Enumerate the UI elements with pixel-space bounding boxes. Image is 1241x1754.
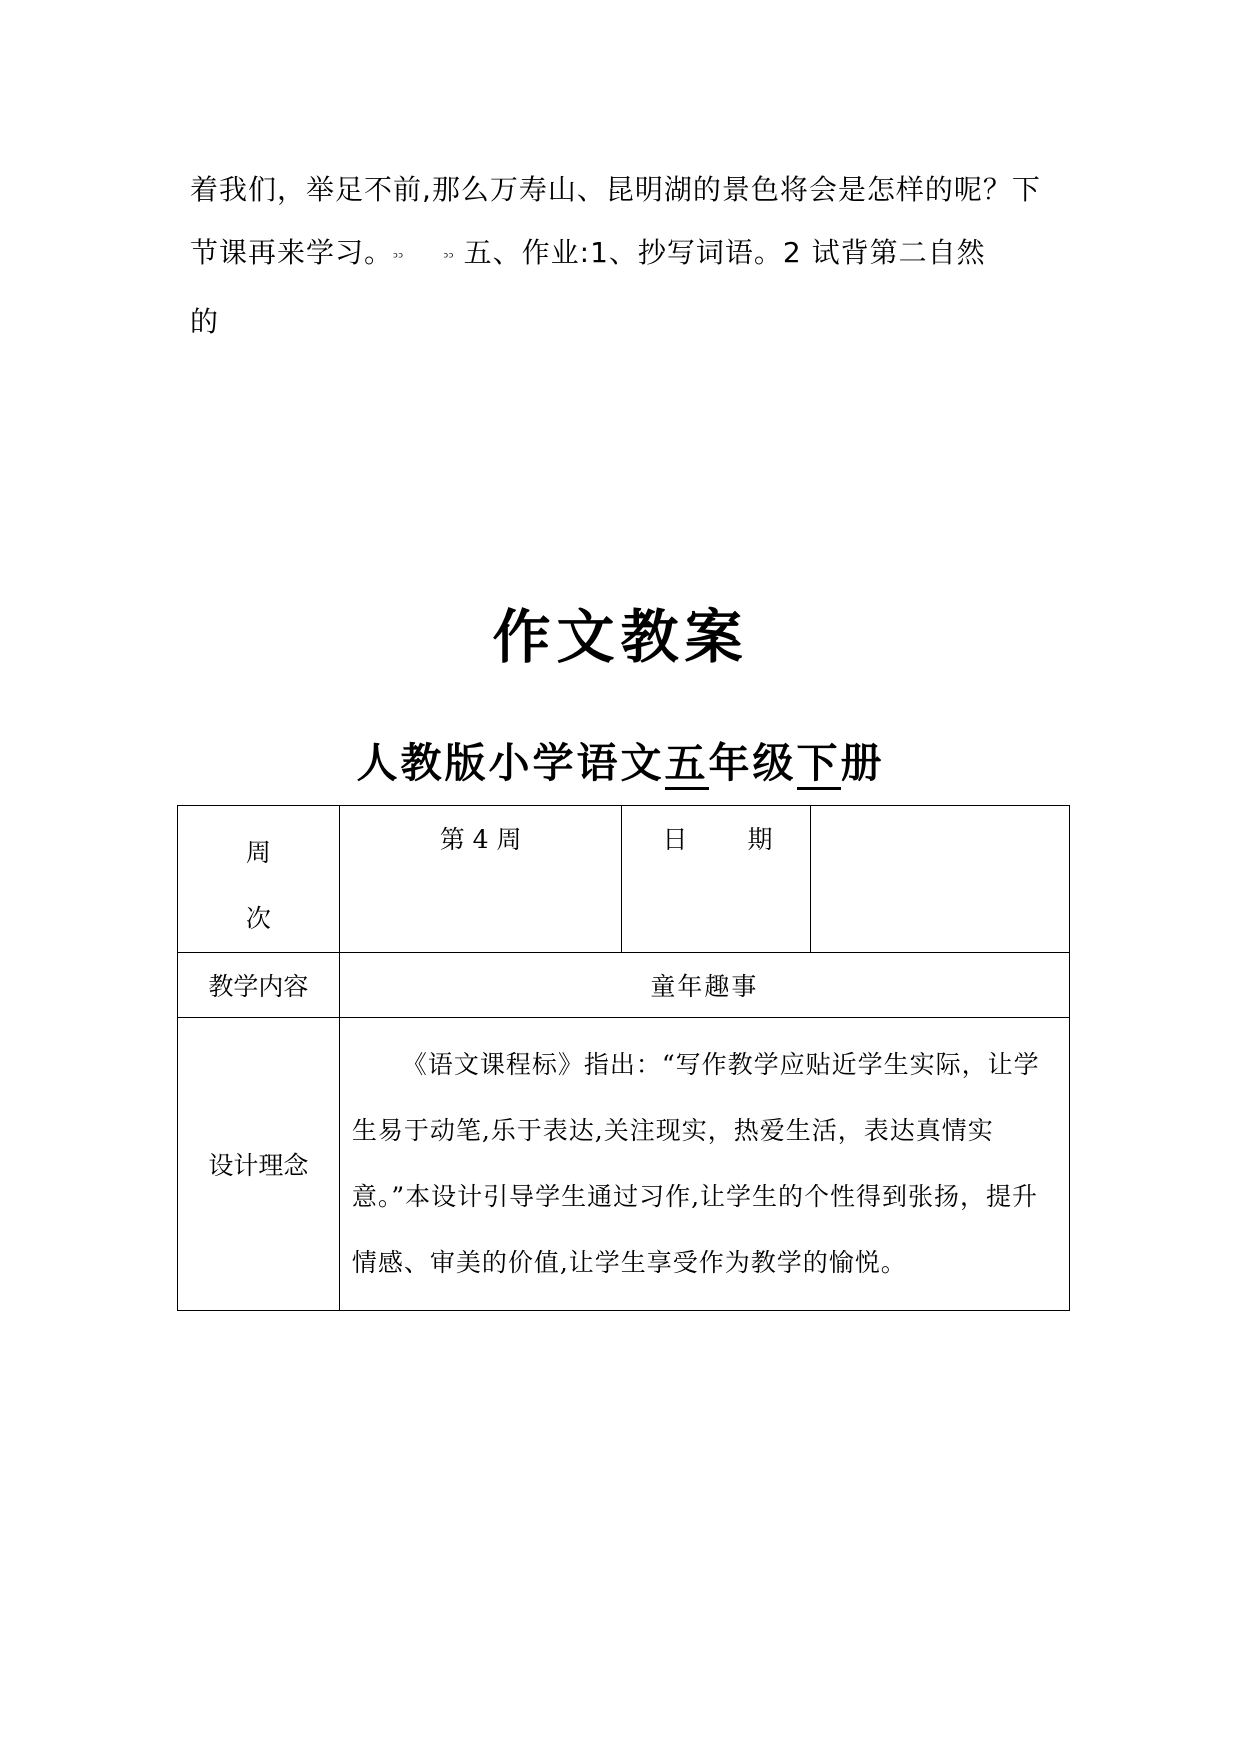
subtitle-term: 下: [797, 739, 841, 790]
content-value: 童年趣事: [339, 953, 1069, 1018]
intro-line-2: [190, 221, 1060, 290]
date-label-cell: [622, 806, 811, 953]
bullet-mark: ᵓᵓ: [393, 250, 404, 266]
design-label: 设计理念: [178, 1018, 340, 1311]
week-label-cell: [178, 806, 340, 953]
content-label: 教学内容: [178, 953, 340, 1018]
intro-line-1: 着我们，举足不前,那么万寿山、昆明湖的景色将会是怎样的呢？下: [190, 173, 1041, 206]
intro-line-2-end: 五、作业:1、抄写词语。2 试背第二自然: [463, 236, 986, 269]
week-value: 第 4 周: [339, 806, 622, 953]
table-row: [178, 806, 1070, 953]
date-value: [811, 806, 1070, 953]
intro-line-2-start: 节课再来学习。: [190, 236, 394, 269]
intro-line-3: 的: [190, 305, 220, 338]
page-title: 作文教案: [492, 603, 749, 671]
subtitle-part-3: 册: [840, 739, 885, 787]
table-row: [178, 1018, 1070, 1311]
subtitle-grade: 五: [665, 739, 709, 790]
subtitle-part-2: 年级: [708, 739, 797, 787]
bullet-mark: ᵓᵓ: [443, 250, 454, 266]
date-label-1: 日: [662, 825, 688, 854]
subtitle-part-1: 人教版小学语文: [356, 739, 665, 787]
week-label-1: 周: [245, 838, 271, 867]
page-subtitle: [0, 730, 1241, 789]
intro-paragraph: [190, 158, 1060, 353]
design-value: 《语文课程标》指出：“写作教学应贴近学生实际，让学生易于动笔,乐于表达,关注现实，热爱生活，表达真情实意。”本设计引导学生通过习作,让学生的个性得到张扬，提升情感、审美的价值,让学生享受作为教学的愉悦。: [339, 1018, 1069, 1311]
week-label-2: 次: [245, 904, 271, 933]
date-label-2: 期: [747, 825, 773, 854]
lesson-plan-table: [177, 805, 1070, 1311]
table-row: [178, 953, 1070, 1018]
